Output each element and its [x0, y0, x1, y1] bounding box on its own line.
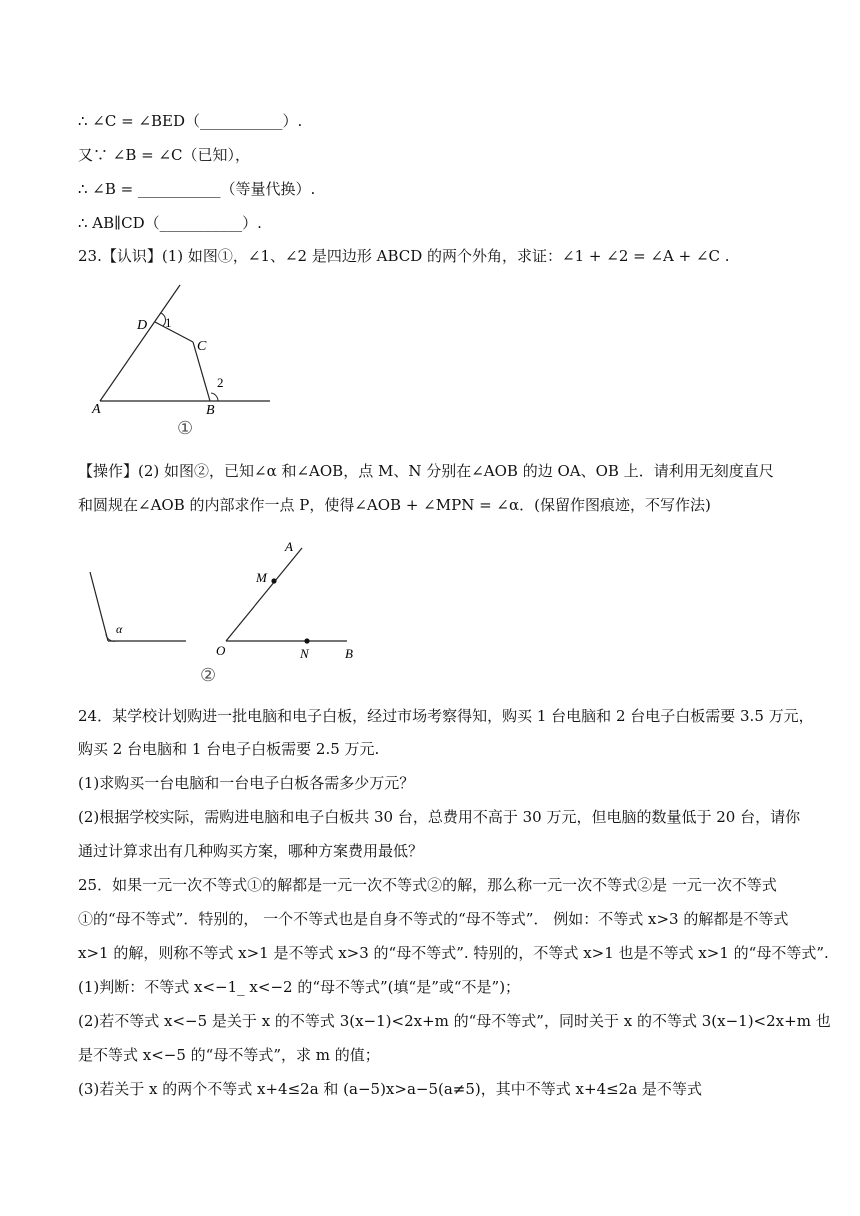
q24-line-1: 24．某学校计划购进一批电脑和电子白板，经过市场考察得知，购买 1 台电脑和 2 台电子白板需要 3.5 万元， [78, 707, 814, 725]
ray-oa [226, 548, 302, 641]
q22-line-3: ∴ ∠B = ___________（等量代换）. [78, 180, 316, 198]
label-angle-2: 2 [217, 375, 224, 390]
q22-line-2: 又∵ ∠B = ∠C（已知）， [78, 146, 251, 164]
label-n: N [300, 646, 309, 661]
figure-2-angles [80, 535, 380, 690]
label-a: A [285, 539, 293, 554]
q25-line-5: (2)若不等式 x<−5 是关于 x 的不等式 3(x−1)<2x+m 的“母不等式”，同时关于 x 的不等式 3(x−1)<2x+m 也 [78, 1012, 831, 1030]
q25-line-7: (3)若关于 x 的两个不等式 x+4≤2a 和 (a−5)x>a−5(a≠5)，其中不等式 x+4≤2a 是不等式 [78, 1080, 702, 1098]
q24-line-5: 通过计算求出有几种购买方案，哪种方案费用最低？ [78, 842, 424, 860]
q22-line-4: ∴ AB∥CD（___________）. [78, 214, 262, 232]
figure-1-caption: ① [177, 418, 194, 438]
label-a: A [92, 402, 101, 417]
segment-dc [155, 322, 193, 342]
q22-line-1: ∴ ∠C = ∠BED（___________）. [78, 112, 303, 130]
q23-line-1: 23.【认识】(1) 如图①，∠1、∠2 是四边形 ABCD 的两个外角，求证：∠1 + ∠2 = ∠A + ∠C . [78, 247, 730, 265]
label-angle-1: 1 [165, 315, 172, 330]
q25-line-4: (1)判断：不等式 x<−1_ x<−2 的“母不等式”(填“是”或“不是”)； [78, 978, 521, 996]
q25-line-6: 是不等式 x<−5 的“母不等式”，求 m 的值； [78, 1046, 380, 1064]
label-alpha: α [116, 622, 123, 636]
q23-line-2: 【操作】(2) 如图②，已知∠α 和∠AOB，点 M、N 分别在∠AOB 的边 OA、OB 上．请利用无刻度直尺 [78, 462, 774, 480]
q23-line-3: 和圆规在∠AOB 的内部求作一点 P，使得∠AOB + ∠MPN = ∠α．(保留作图痕迹，不写作法) [78, 496, 711, 514]
point-n [304, 638, 309, 643]
label-m: M [256, 570, 267, 585]
figure-1-quadrilateral [80, 280, 280, 440]
alpha-side-1 [90, 572, 108, 641]
q24-line-3: (1)求购买一台电脑和一台电子白板各需多少万元？ [78, 774, 415, 792]
angle-2-arc [211, 393, 218, 401]
q25-line-3: x>1 的解，则称不等式 x>1 是不等式 x>3 的“母不等式”. 特别的，不等式 x>1 也是不等式 x>1 的“母不等式”. [78, 944, 829, 962]
label-d: D [137, 318, 148, 333]
q24-line-4: (2)根据学校实际，需购进电脑和电子白板共 30 台，总费用不高于 30 万元，但电脑的数量低于 20 台，请你 [78, 808, 801, 826]
ray-ad [100, 285, 180, 401]
q25-line-1: 25．如果一元一次不等式①的解都是一元一次不等式②的解，那么称一元一次不等式②是 一元一次不等式 [78, 876, 777, 894]
q24-line-2: 购买 2 台电脑和 1 台电子白板需要 2.5 万元. [78, 740, 380, 758]
label-o: O [216, 643, 226, 658]
point-m [271, 578, 276, 583]
label-c: C [197, 339, 207, 354]
label-b: B [345, 646, 353, 661]
figure-2-caption: ② [200, 665, 217, 685]
q25-line-2: ①的“母不等式”．特别的， 一个不等式也是自身不等式的“母不等式”． 例如：不等式 x>3 的解都是不等式 [78, 910, 789, 928]
label-b: B [206, 403, 215, 418]
